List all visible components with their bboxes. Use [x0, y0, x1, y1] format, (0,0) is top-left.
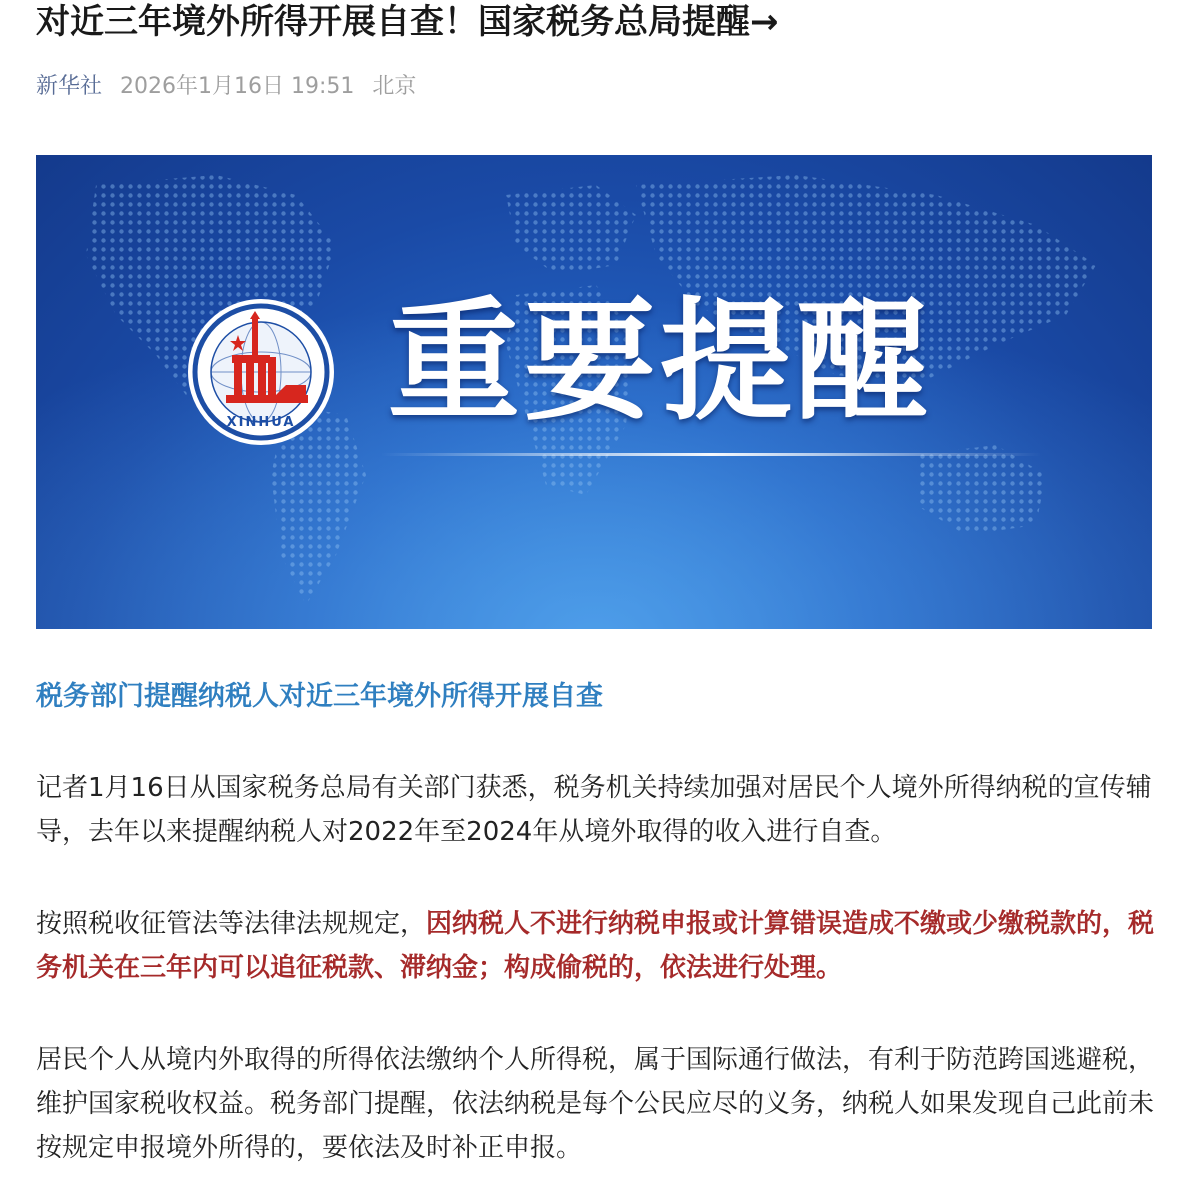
- logo-text: XINHUA: [226, 415, 296, 430]
- article-meta: [36, 66, 416, 102]
- publish-location: 北京: [372, 73, 417, 99]
- article-title: 对近三年境外所得开展自查！国家税务总局提醒→: [36, 2, 779, 42]
- paragraph-1: 记者1月16日从国家税务总局有关部门获悉，税务机关持续加强对居民个人境外所得纳税的宣传辅导，去年以来提醒纳税人对2022年至2024年从境外取得的收入进行自查。: [36, 773, 1152, 847]
- publish-time: 2026年1月16日 19:51: [120, 73, 355, 99]
- xinhua-logo-icon: [186, 297, 336, 447]
- paragraph-3: 居民个人从境内外取得的所得依法缴纳个人所得税，属于国际通行做法，有利于防范跨国逃避税，维护国家税收权益。税务部门提醒，依法纳税是每个公民应尽的义务，纳税人如果发现自己此前未按规定申报境外所得的，要依法及时补正申报。: [36, 1045, 1155, 1163]
- headline-underline: [381, 453, 1041, 456]
- section-subheading: 税务部门提醒纳税人对近三年境外所得开展自查: [36, 681, 603, 712]
- banner-headline: 重要提醒: [388, 285, 932, 439]
- source-link[interactable]: 新华社: [36, 73, 103, 99]
- paragraph-2-plain: 按照税收征管法等法律法规规定，: [36, 909, 427, 939]
- banner-image: [36, 155, 1152, 629]
- paragraph-2: [36, 902, 1156, 990]
- paragraph-2-emphasis: 因纳税人不进行纳税申报或计算错误造成不缴或少缴税款的，税务机关在三年内可以追征税款、滞纳金；构成偷税的，依法进行处理。: [36, 909, 1155, 983]
